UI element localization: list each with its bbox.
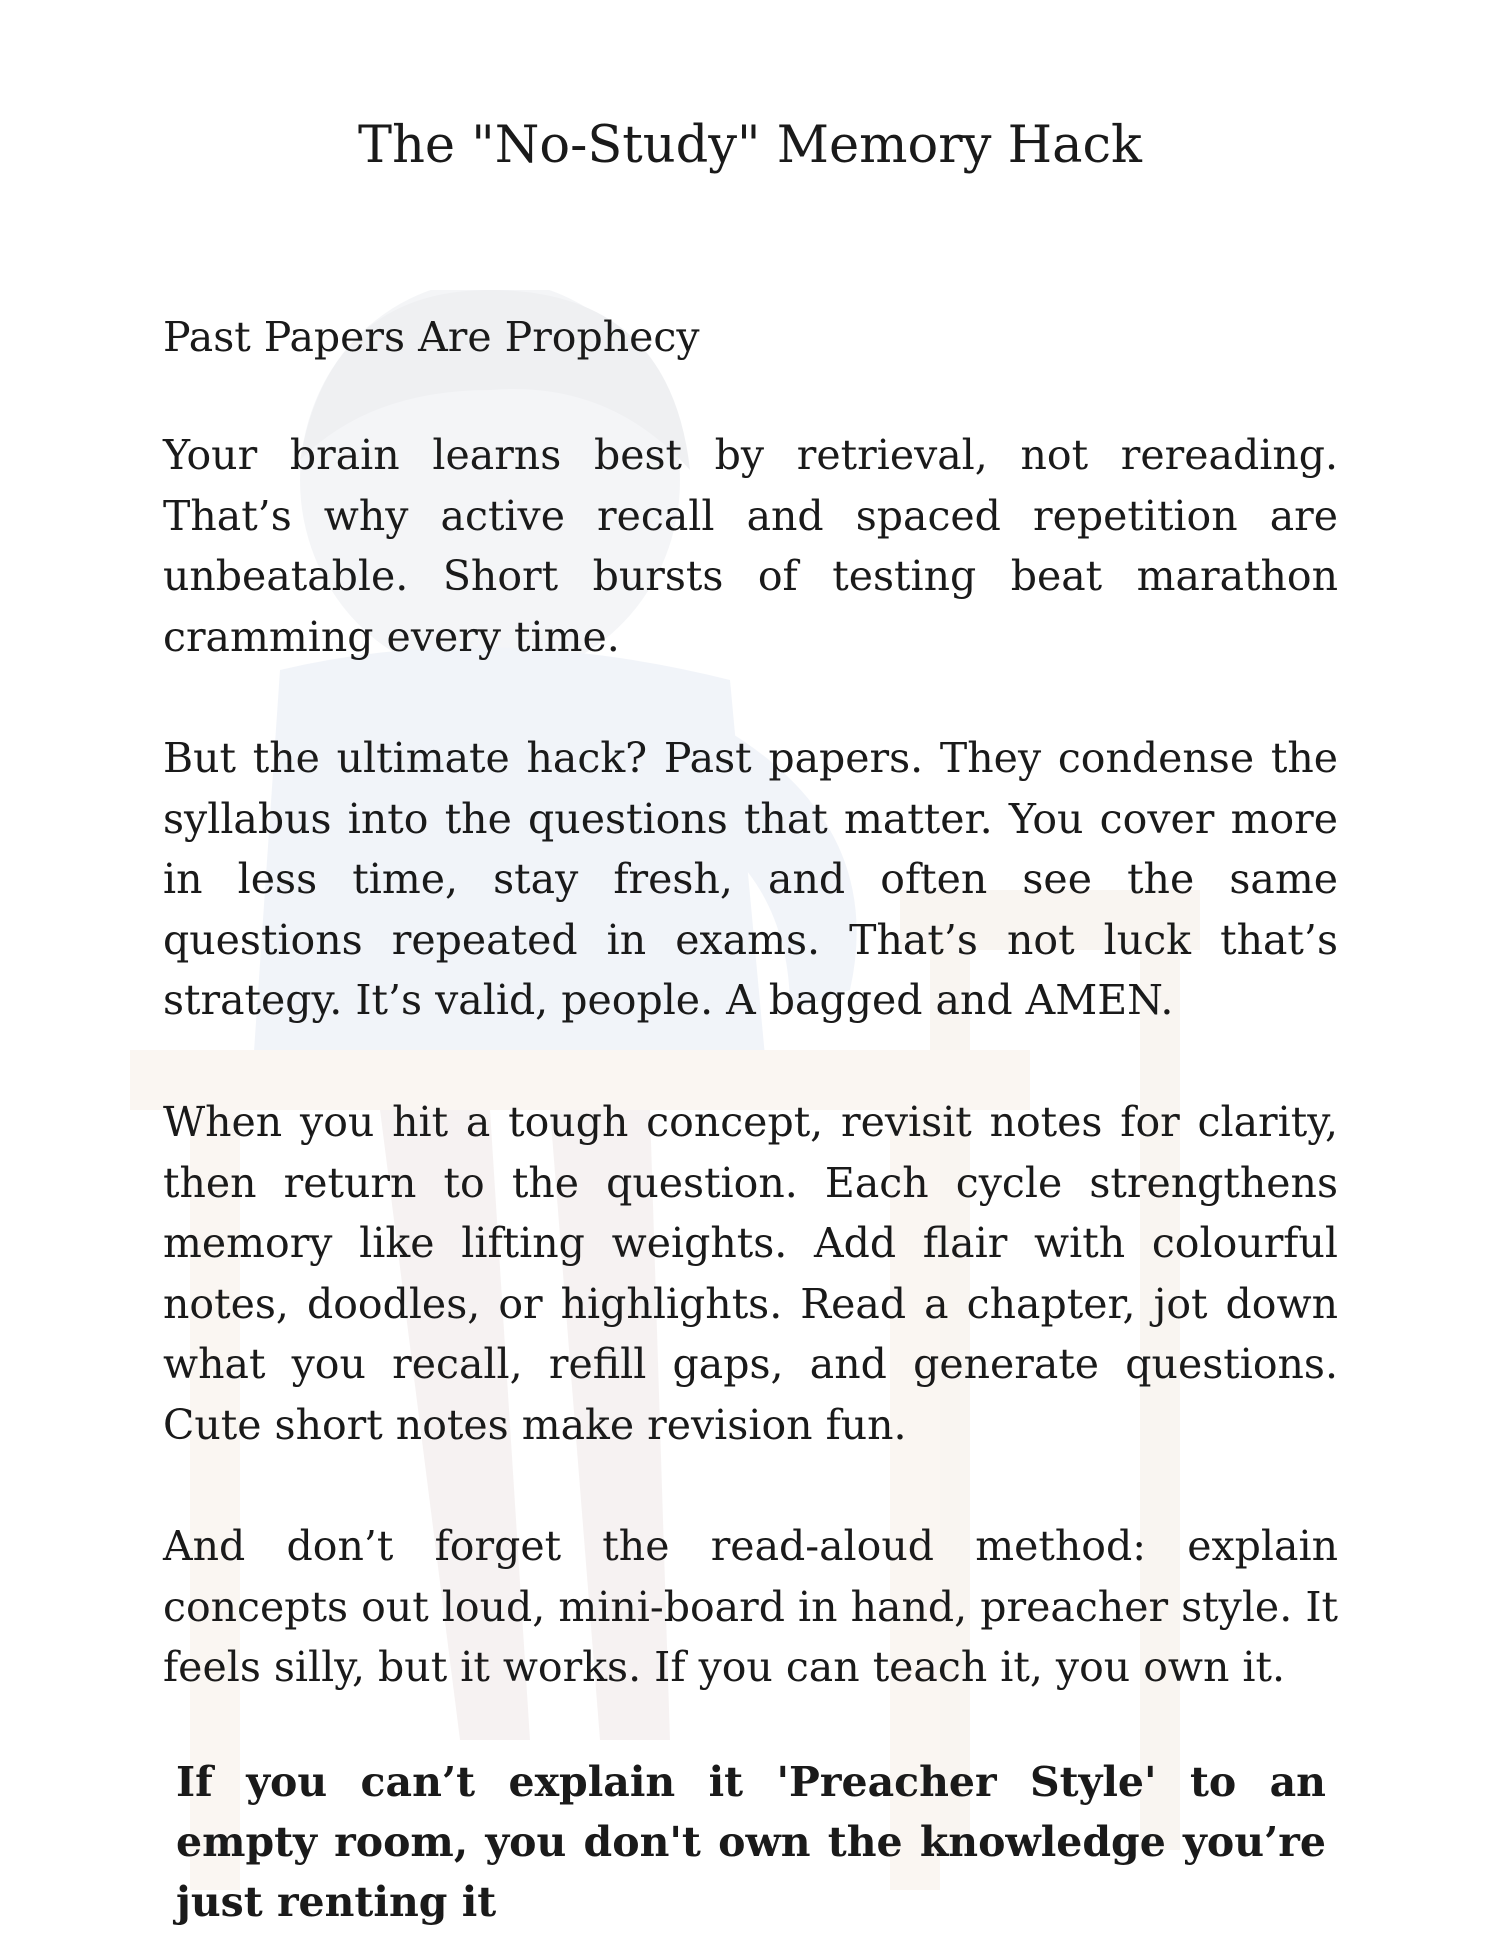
paragraph-retrieval: Your brain learns best by retrieval, not rereading. That’s why active recall and spaced repetition are unbeatable. Short bursts of testing beat marathon cramming every time.: [163, 431, 1338, 661]
paragraph-tough-concepts: When you hit a tough concept, revisit notes for clarity, then return to the question. Each cycle strengthens memory like lifting weights. Add flair with colourful notes, doodles, or highlights. Read a chapter, jot down what you recall, refill gaps, and generate questions. Cute short notes make revision fun.: [163, 1098, 1338, 1449]
page-title: The "No-Study" Memory Hack: [358, 116, 1142, 175]
section-heading: Past Papers Are Prophecy: [163, 313, 700, 361]
paragraph-past-papers: But the ultimate hack? Past papers. They condense the syllabus into the questions that matter. You cover more in less time, stay fresh, and often see the same questions repeated in exams. That’s not luck that’s strategy. It’s valid, people. A bagged and AMEN.: [163, 734, 1338, 1024]
closing-quote: If you can’t explain it 'Preacher Style' to an empty room, you don't own the knowledge you’re just renting it: [176, 1758, 1326, 1926]
paragraph-read-aloud: And don’t forget the read-aloud method: explain concepts out loud, mini-board in hand, preacher style. It feels silly, but it works. If you can teach it, you own it.: [163, 1522, 1338, 1691]
